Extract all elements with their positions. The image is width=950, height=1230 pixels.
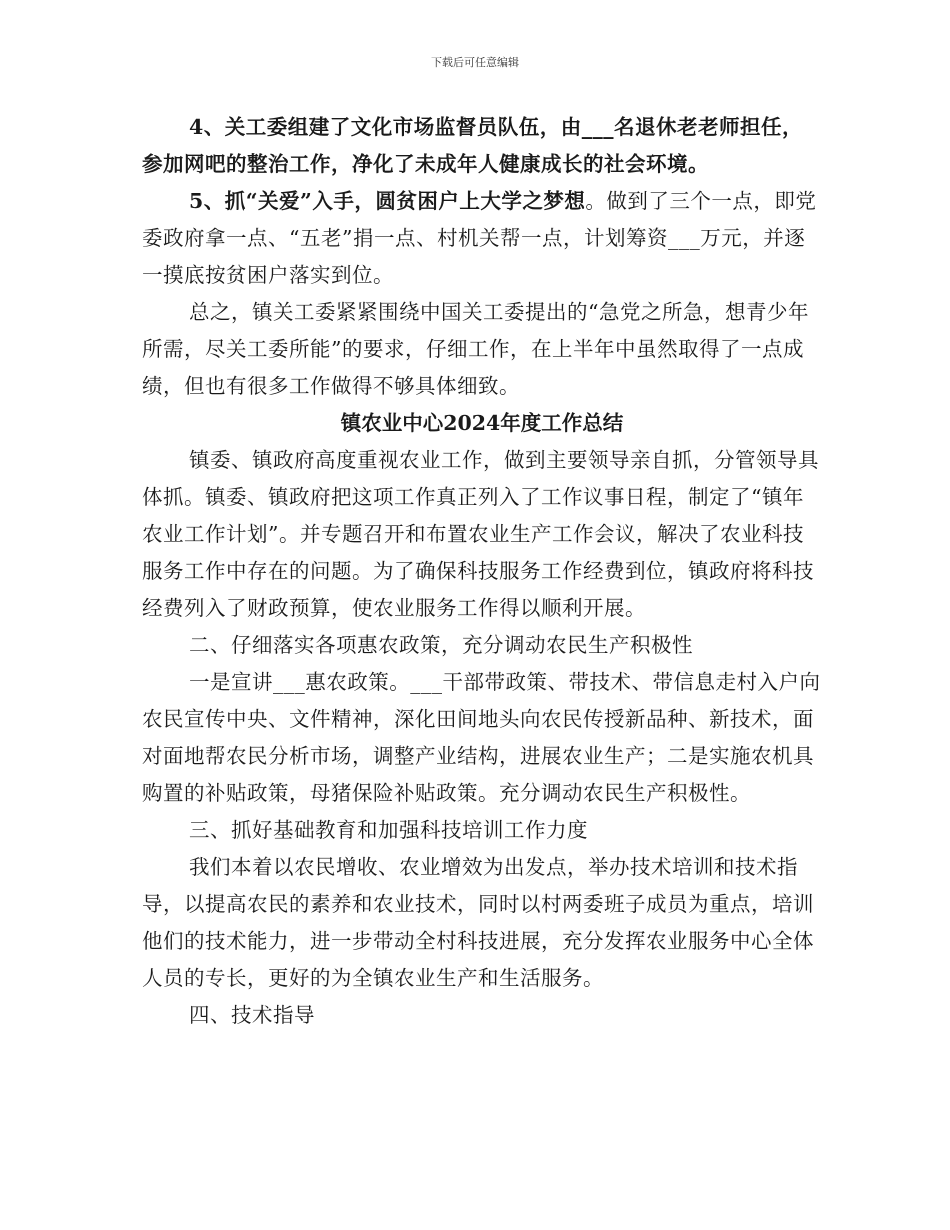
- document-title: 镇农业中心2024年度工作总结: [340, 411, 624, 435]
- page-header: 下载后可任意编辑: [431, 56, 519, 69]
- item-5-text: 。做到了三个一点，即党委政府拿一点、“五老”捐一点、村机关帮一点，计划筹资___万元，并逐一摸底按贫困户落实到位。: [142, 189, 817, 287]
- section-2-heading: 二、仔细落实各项惠农政策，充分调动农民生产积极性: [189, 633, 693, 657]
- section-4-heading: 四、技术指导: [189, 1003, 315, 1027]
- document-body: [142, 109, 822, 1034]
- item-4-paragraph: 4、关工委组建了文化市场监督员队伍，由___名退休老老师担任，参加网吧的整治工作，净化了未成年人健康成长的社会环境。: [142, 115, 804, 176]
- intro-paragraph: 镇委、镇政府高度重视农业工作，做到主要领导亲自抓，分管领导具体抓。镇委、镇政府把这项工作真正列入了工作议事日程，制定了“镇年农业工作计划”。并专题召开和布置农业生产工作会议，解决了农业科技服务工作中存在的问题。为了确保科技服务工作经费到位，镇政府将科技经费列入了财政预算，使农业服务工作得以顺利开展。: [142, 448, 819, 620]
- summary-paragraph: 总之，镇关工委紧紧围绕中国关工委提出的“急党之所急，想青少年所需，尽关工委所能”的要求，仔细工作，在上半年中虽然取得了一点成绩，但也有很多工作做得不够具体细致。: [142, 300, 809, 398]
- section-3-paragraph: 我们本着以农民增收、农业增效为出发点，举办技术培训和技术指导，以提高农民的素养和农业技术，同时以村两委班子成员为重点，培训他们的技术能力，进一步带动全村科技进展，充分发挥农业服务中心全体人员的专长，更好的为全镇农业生产和生活服务。: [142, 855, 814, 990]
- item-5-heading: 5、抓“关爱”入手，圆贫困户上大学之梦想: [189, 189, 586, 213]
- section-2-paragraph: 一是宣讲___惠农政策。___干部带政策、带技术、带信息走村入户向农民宣传中央、文件精神，深化田间地头向农民传授新品种、新技术，面对面地帮农民分析市场，调整产业结构，进展农业生产；二是实施农机具购置的补贴政策，母猪保险补贴政策。充分调动农民生产积极性。: [142, 670, 821, 805]
- section-3-heading: 三、抓好基础教育和加强科技培训工作力度: [189, 818, 588, 842]
- item-5-paragraph: [142, 183, 822, 294]
